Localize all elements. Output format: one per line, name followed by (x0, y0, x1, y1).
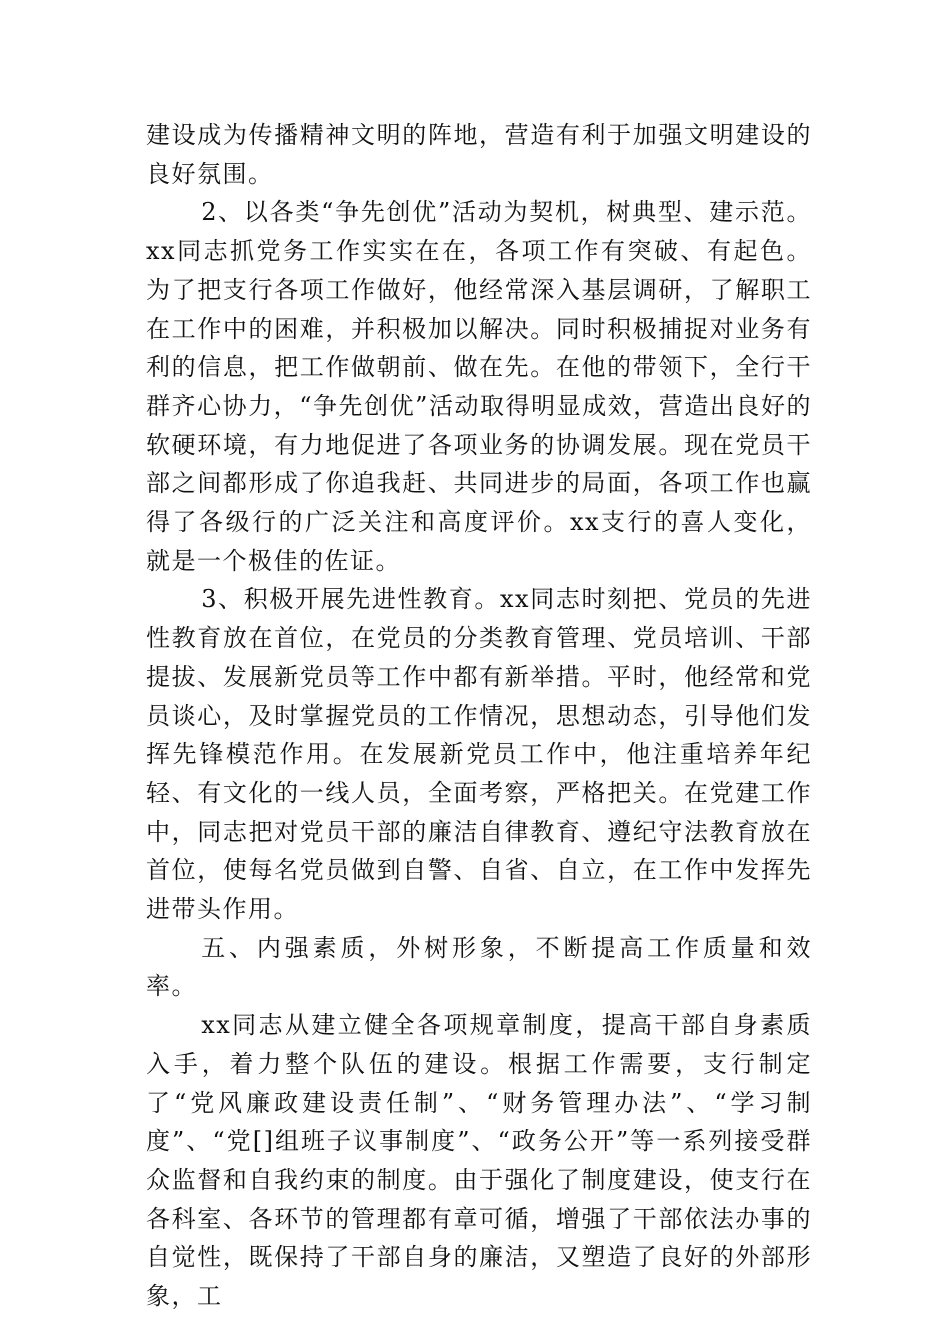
section-heading: 五、内强素质，外树形象，不断提高工作质量和效率。 (146, 933, 812, 1001)
paragraph-3: 3、积极开展先进性教育。xx同志时刻把、党员的先进性教育放在首位，在党员的分类教育管理、党员培训、干部提拔、发展新党员等工作中都有新举措。平时，他经常和党员谈心，及时掌握党员的工作情况，思想动态，引导他们发挥先锋模范作用。在发展新党员工作中，他注重培养年纪轻、有文化的一线人员，全面考察，严格把关。在党建工作中，同志把对党员干部的廉洁自律教育、遵纪守法教育放在首位，使每名党员做到自警、自省、自立，在工作中发挥先进带头作用。 (146, 585, 812, 924)
paragraph-1: 建设成为传播精神文明的阵地，营造有利于加强文明建设的良好氛围。 (146, 121, 812, 188)
paragraph-4: xx同志从建立健全各项规章制度，提高干部自身素质入手，着力整个队伍的建设。根据工作需要，支行制定了“党风廉政建设责任制”、“财务管理办法”、“学习制度”、“党[]组班子议事制度”、“政务公开”等一系列接受群众监督和自我约束的制度。由于强化了制度建设，使支行在各科室、各环节的管理都有章可循，增强了干部依法办事的自觉性，既保持了干部自身的廉洁，又塑造了良好的外部形象，工 (146, 1011, 812, 1311)
body-text (146, 116, 812, 1316)
paragraph-2: 2、以各类“争先创优”活动为契机，树典型、建示范。xx同志抓党务工作实实在在，各项工作有突破、有起色。为了把支行各项工作做好，他经常深入基层调研，了解职工在工作中的困难，并积极加以解决。同时积极捕捉对业务有利的信息，把工作做朝前、做在先。在他的带领下，全行干群齐心协力，“争先创优”活动取得明显成效，营造出良好的软硬环境，有力地促进了各项业务的协调发展。现在党员干部之间都形成了你追我赶、共同进步的局面，各项工作也赢得了各级行的广泛关注和高度评价。xx支行的喜人变化，就是一个极佳的佐证。 (146, 198, 812, 575)
